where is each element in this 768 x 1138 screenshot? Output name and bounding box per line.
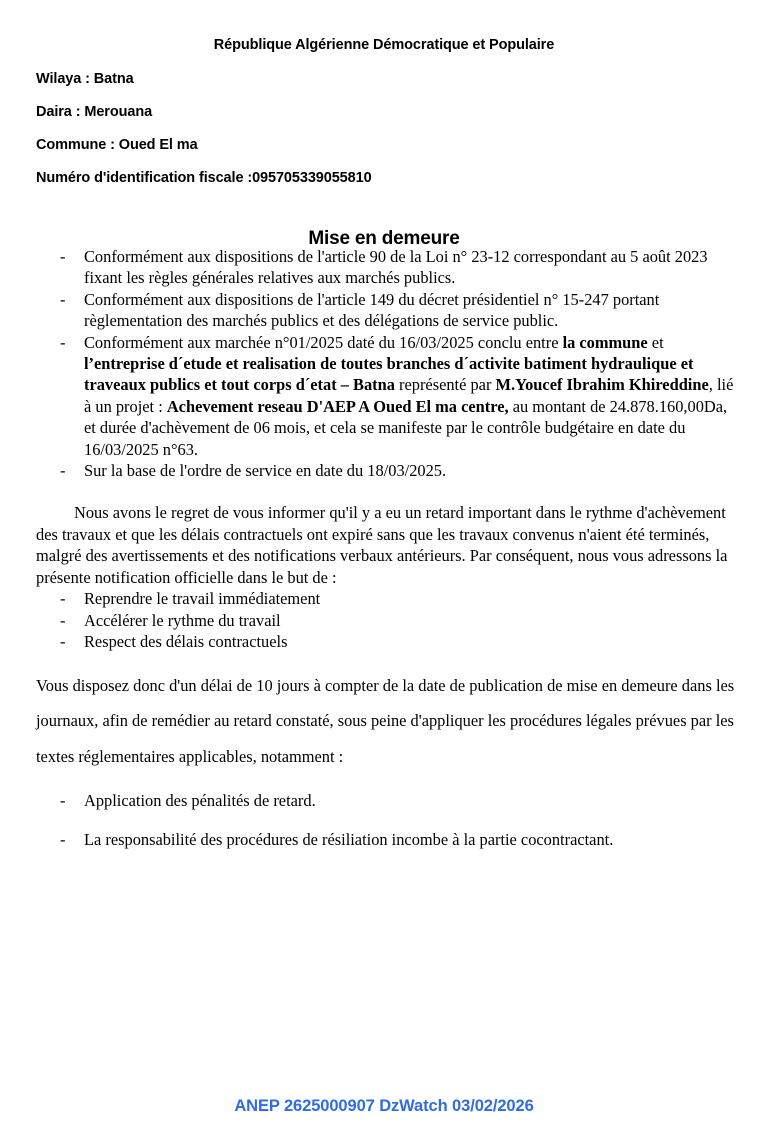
list-item-consequence <box>36 790 736 811</box>
demand-text: Reprendre le travail immédiatement <box>84 589 321 609</box>
consequences-list <box>36 790 736 850</box>
legal-basis-text: Conformément aux dispositions de l'article 149 du décret présidentiel n° 15-247 portant règlementation des marchés publics et des délégations de service public. <box>84 289 660 331</box>
list-item-ordre-de-service <box>36 460 736 481</box>
contract-bold-entreprise: l’entreprise d´etude et realisation de toutes branches d´activite batiment hydraulique et traveaux publics et tout corps d´etat – Batna <box>84 354 694 395</box>
notice-heading: Mise en demeure <box>308 227 460 249</box>
deadline-paragraph-block <box>36 668 736 775</box>
demand-text: Accélérer le rythme du travail <box>84 610 281 630</box>
contract-text-part2: et <box>647 332 664 352</box>
anep-footer: ANEP 2625000907 DzWatch 03/02/2026 <box>234 1097 534 1115</box>
contract-text-part1: Conformément aux marchée n°01/2025 daté du 16/03/2025 conclu entre <box>84 332 563 352</box>
list-item-demand <box>36 631 736 653</box>
contract-text-part4: , lié à un projet : <box>84 375 734 416</box>
admin-fiscal-id: Numéro d'identification fiscale :095705339055810 <box>36 170 372 186</box>
contract-bold-projet: Achevement reseau D'AEP A Oued El ma centre, <box>166 396 509 416</box>
republic-title: République Algérienne Démocratique et Populaire <box>213 37 555 53</box>
list-item-demand <box>36 588 736 610</box>
admin-commune: Commune : Oued El ma <box>36 137 198 153</box>
contract-bold-representant: M.Youcef Ibrahim Khireddine <box>495 375 709 395</box>
demands-list <box>36 588 736 653</box>
list-item-article-149 <box>36 289 736 332</box>
deadline-paragraph: Vous disposez donc d'un délai de 10 jours à compter de la date de publication de mise en demeure dans les journaux, afin de remédier au retard constaté, sous peine d'appliquer les procédures légales prévues par les textes réglementaires applicables, notamment : <box>36 675 735 766</box>
ordre-de-service-text: Sur la base de l'ordre de service en date du 18/03/2025. <box>84 461 447 481</box>
contract-text-part3: représenté par <box>394 375 496 395</box>
consequence-text: La responsabilité des procédures de résiliation incombe à la partie cocontractant. <box>84 829 614 849</box>
consequence-text: Application des pénalités de retard. <box>84 791 316 811</box>
contract-text-part5: au montant de 24.878.160,00Da, et durée d'achèvement de 06 mois, et cela se manifeste par le contrôle budgétaire en date du 16/03/2025 n°63. <box>84 396 728 459</box>
main-paragraph-block <box>36 502 736 588</box>
legal-basis-list <box>36 246 736 481</box>
contract-bold-commune: la commune <box>562 332 648 352</box>
list-item-demand <box>36 610 736 632</box>
admin-daira: Daira : Merouana <box>36 104 153 120</box>
list-item-article-90 <box>36 246 736 289</box>
main-paragraph: Nous avons le regret de vous informer qu'il y a eu un retard important dans le rythme d'achèvement des travaux et que les délais contractuels ont expiré sans que les travaux convenus n'aient été terminés, malgré des avertissements et des notifications verbaux antérieurs. Par conséquent, nous vous adressons la présente notification officielle dans le but de : <box>36 503 728 587</box>
legal-basis-text: Conformément aux dispositions de l'article 90 de la Loi n° 23-12 correspondant au 5 août 2023 fixant les règles générales relatives aux marchés publics. <box>84 247 708 288</box>
demand-text: Respect des délais contractuels <box>84 632 288 652</box>
list-item-consequence <box>36 829 736 850</box>
document-body <box>36 246 736 867</box>
list-item-contract <box>36 332 736 460</box>
admin-wilaya: Wilaya : Batna <box>36 71 134 87</box>
